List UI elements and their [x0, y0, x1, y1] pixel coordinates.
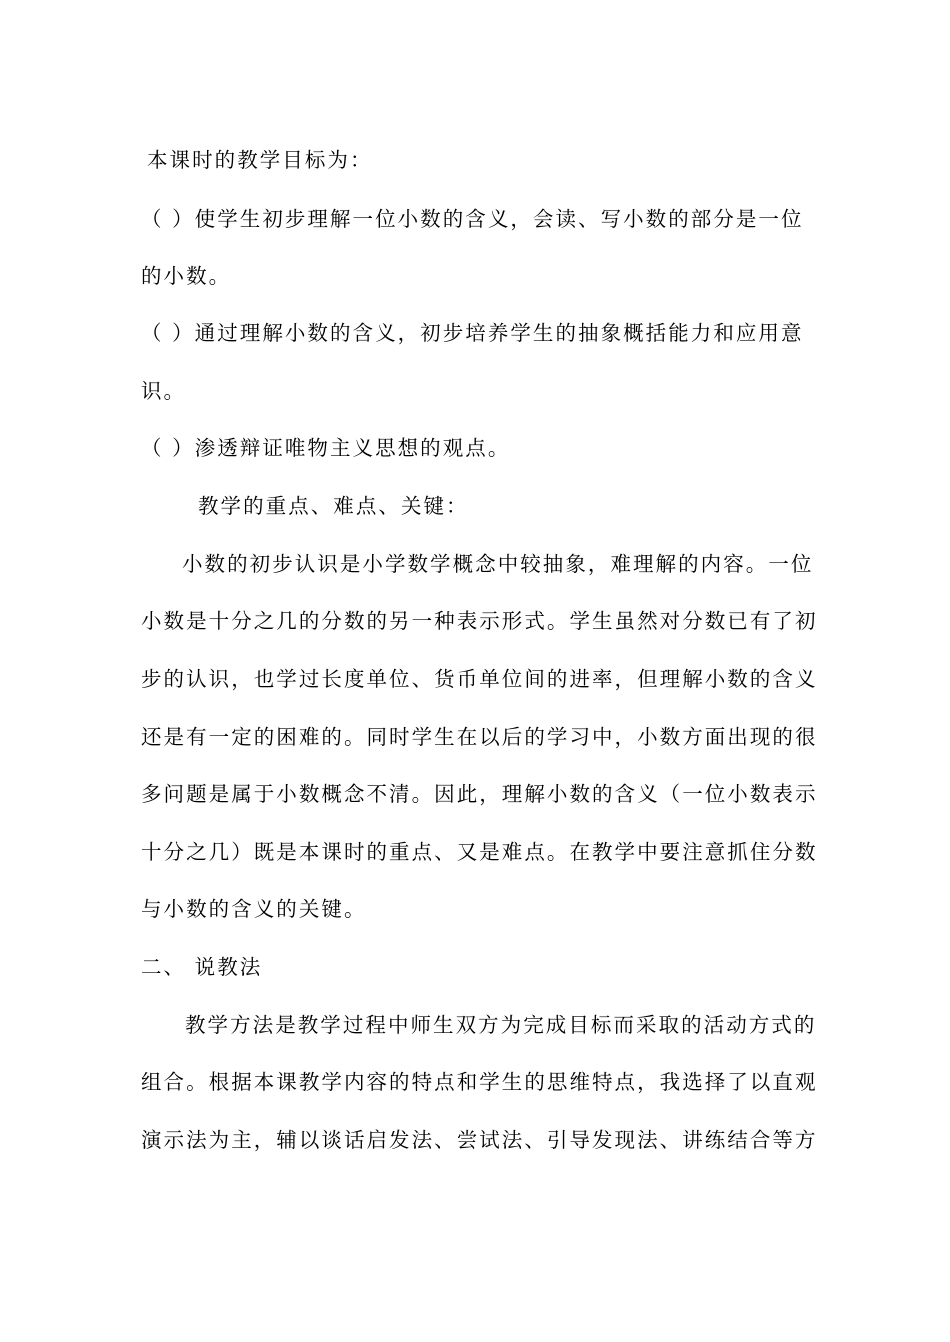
key-points-paragraph-line-1: 小数的初步认识是小学数学概念中较抽象，难理解的内容。一位	[182, 552, 814, 576]
key-points-heading: 教学的重点、难点、关键：	[198, 494, 469, 518]
section-two-heading: 二、 说教法	[141, 955, 263, 979]
objective-1-line-1: （ ）使学生初步理解一位小数的含义，会读、写小数的部分是一位	[141, 207, 804, 231]
methods-paragraph-line-1: 教学方法是教学过程中师生双方为完成目标而采取的活动方式的	[185, 1013, 817, 1037]
objectives-heading: 本课时的教学目标为：	[147, 148, 373, 172]
objective-2-line-2: 识。	[141, 379, 187, 403]
methods-paragraph-line-3: 演示法为主，辅以谈话启发法、尝试法、引导发现法、讲练结合等方	[141, 1128, 818, 1152]
objective-1-line-2: 的小数。	[141, 264, 232, 288]
key-points-paragraph-line-2: 小数是十分之几的分数的另一种表示形式。学生虽然对分数已有了初	[141, 609, 818, 633]
key-points-paragraph-line-3: 步的认识，也学过长度单位、货币单位间的进率，但理解小数的含义	[141, 667, 818, 691]
methods-paragraph-line-2: 组合。根据本课教学内容的特点和学生的思维特点，我选择了以直观	[141, 1070, 818, 1094]
objective-3-line: （ ）渗透辩证唯物主义思想的观点。	[141, 436, 511, 460]
key-points-paragraph-line-6: 十分之几）既是本课时的重点、又是难点。在教学中要注意抓住分数	[141, 840, 818, 864]
key-points-paragraph-line-4: 还是有一定的困难的。同时学生在以后的学习中，小数方面出现的很	[141, 725, 818, 749]
key-points-paragraph-line-5: 多问题是属于小数概念不清。因此，理解小数的含义（一位小数表示	[141, 782, 818, 806]
key-points-paragraph-line-7: 与小数的含义的关键。	[141, 897, 367, 921]
objective-2-line-1: （ ）通过理解小数的含义，初步培养学生的抽象概括能力和应用意	[141, 321, 804, 345]
